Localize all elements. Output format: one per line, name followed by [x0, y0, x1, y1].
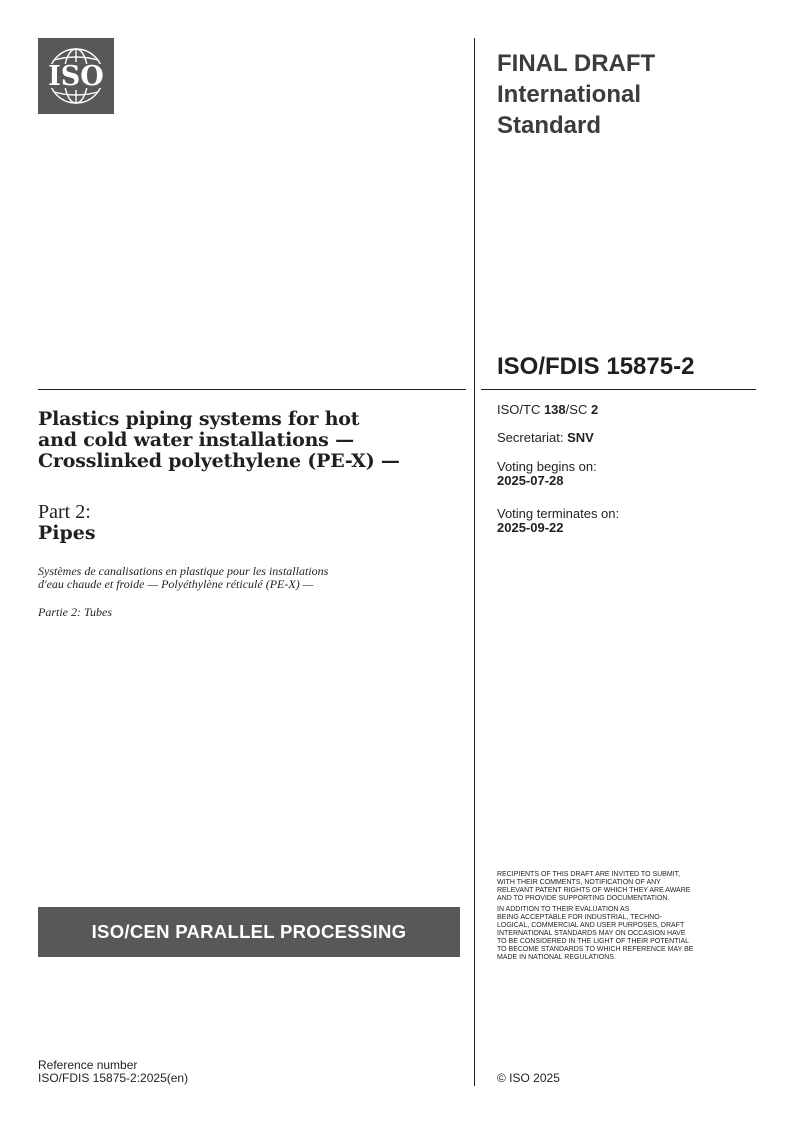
- part-title: Pipes: [38, 522, 96, 544]
- sc-number: 2: [590, 402, 599, 417]
- globe-icon: [38, 38, 114, 114]
- divider-right: [481, 389, 756, 390]
- disclaimer-paragraph: [497, 871, 759, 903]
- disclaimer-line: MADE IN NATIONAL REGULATIONS.: [497, 954, 616, 961]
- disclaimer-line: AND TO PROVIDE SUPPORTING DOCUMENTATION.: [497, 895, 670, 902]
- reference-label: Reference number: [38, 1058, 138, 1072]
- disclaimer-line: INTERNATIONAL STANDARDS MAY ON OCCASION HAVE: [497, 930, 686, 937]
- title-line: and cold water installations —: [38, 429, 354, 451]
- iso-logo: [38, 38, 114, 114]
- disclaimer-line: RELEVANT PATENT RIGHTS OF WHICH THEY ARE AWARE: [497, 887, 691, 894]
- tc-prefix: ISO/TC: [497, 402, 544, 417]
- voting-ends: [497, 507, 757, 535]
- disclaimer-line: LOGICAL, COMMERCIAL AND USER PURPOSES, DRAFT: [497, 922, 685, 929]
- secretariat-value: SNV: [567, 430, 594, 445]
- logo-text: ISO: [48, 61, 104, 92]
- status-line: Standard: [497, 112, 602, 139]
- voting-begins-date: 2025-07-28: [497, 473, 564, 488]
- reference-value: ISO/FDIS 15875-2:2025(en): [38, 1071, 189, 1085]
- secretariat: [497, 431, 757, 445]
- disclaimer-line: TO BECOME STANDARDS TO WHICH REFERENCE MAY BE: [497, 946, 694, 953]
- title-line: Plastics piping systems for hot: [38, 408, 360, 430]
- disclaimer: [497, 871, 759, 965]
- technical-committee: [497, 403, 757, 417]
- tc-number: 138: [543, 402, 566, 417]
- part-label: Part 2:: [38, 501, 91, 523]
- reference-number: [38, 1059, 188, 1085]
- disclaimer-paragraph: [497, 906, 759, 962]
- french-part-title: Partie 2: Tubes: [38, 605, 112, 619]
- title-line: Crosslinked polyethylene (PE-X) —: [38, 450, 400, 472]
- disclaimer-line: TO BE CONSIDERED IN THE LIGHT OF THEIR POTENTIAL: [497, 938, 690, 945]
- copyright: © ISO 2025: [497, 1071, 560, 1085]
- french-title: [38, 565, 458, 591]
- disclaimer-line: WITH THEIR COMMENTS, NOTIFICATION OF ANY: [497, 879, 661, 886]
- status-line: FINAL DRAFT: [497, 50, 656, 77]
- voting-ends-label: Voting terminates on:: [497, 506, 620, 521]
- parallel-processing-banner: ISO/CEN PARALLEL PROCESSING: [38, 907, 460, 957]
- sc-prefix: /SC: [565, 402, 591, 417]
- french-title-line: d'eau chaude et froide — Polyéthylène réticulé (PE-X) —: [38, 577, 314, 591]
- disclaimer-line: RECIPIENTS OF THIS DRAFT ARE INVITED TO SUBMIT,: [497, 871, 681, 878]
- vertical-divider: [474, 38, 475, 1086]
- french-title-line: Systèmes de canalisations en plastique pour les installations: [38, 564, 329, 578]
- divider-left: [38, 389, 466, 390]
- status-line: International: [497, 81, 642, 108]
- reference-code: ISO/FDIS 15875-2: [497, 353, 695, 380]
- voting-begins: [497, 460, 757, 488]
- disclaimer-line: BEING ACCEPTABLE FOR INDUSTRIAL, TECHNO-: [497, 914, 663, 921]
- document-title: [38, 409, 458, 472]
- disclaimer-line: IN ADDITION TO THEIR EVALUATION AS: [497, 906, 630, 913]
- secretariat-label: Secretariat:: [497, 430, 568, 445]
- voting-begins-label: Voting begins on:: [497, 459, 597, 474]
- voting-ends-date: 2025-09-22: [497, 520, 564, 535]
- document-status: [497, 48, 757, 141]
